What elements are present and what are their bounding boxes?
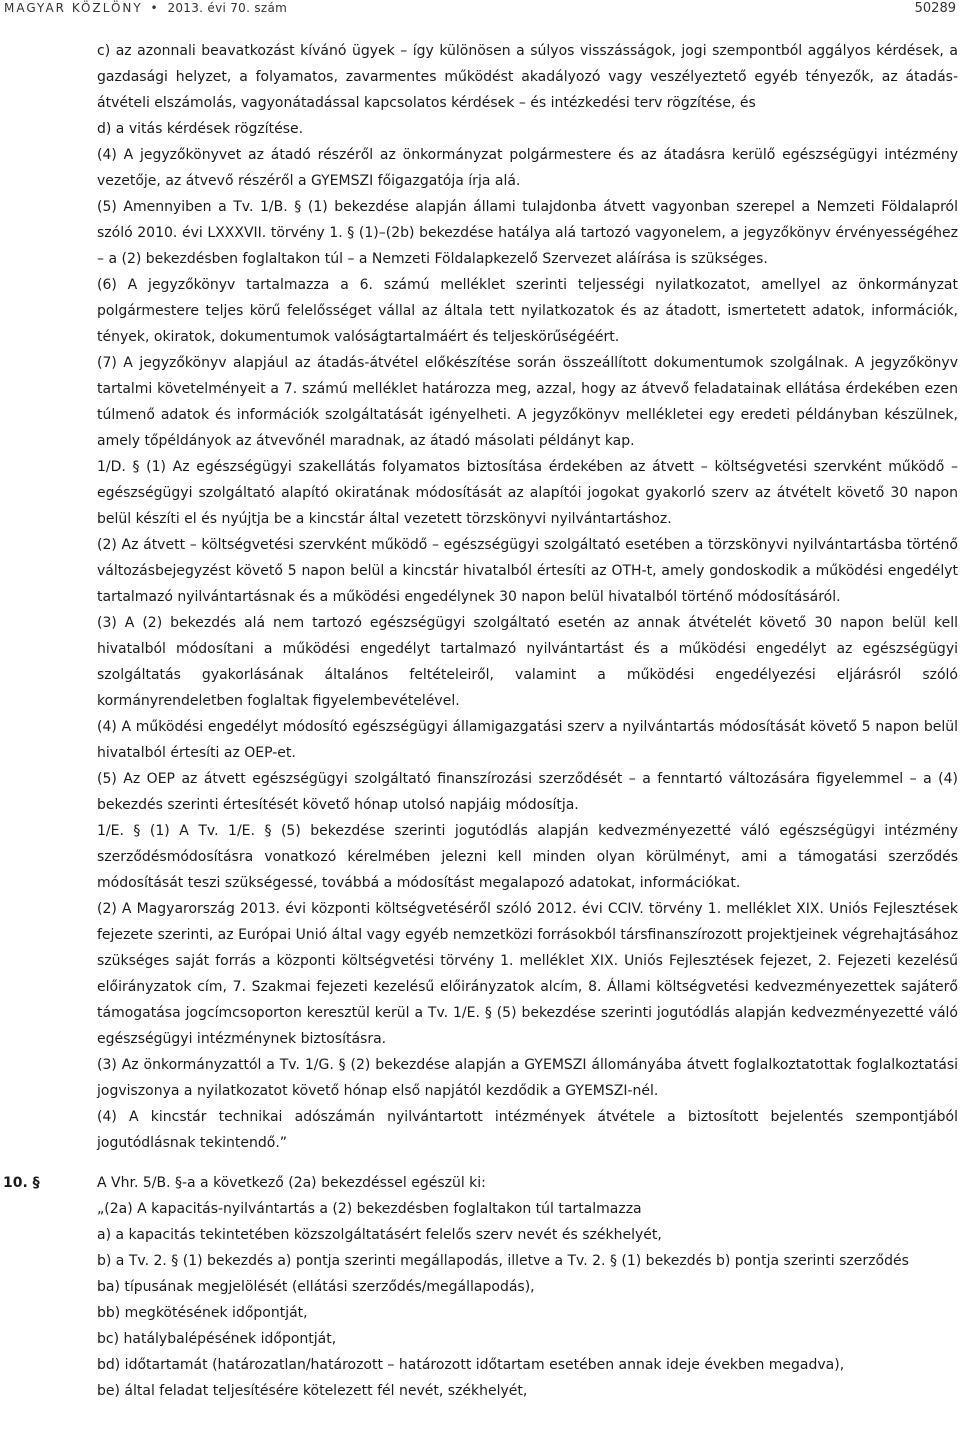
- paragraph: (5) Az OEP az átvett egészségügyi szolgáltató finanszírozási szerződését – a fenntartó változására figyelemmel – a (4) bekezdés szerinti értesítését követő hónap utolsó napjáig módosítja.: [97, 771, 958, 813]
- section-line: bd) időtartamát (határozatlan/határozott – határozott időtartam esetében annak ideje években megadva),: [97, 1357, 845, 1373]
- paragraph: (3) Az önkormányzattól a Tv. 1/G. § (2) bekezdése alapján a GYEMSZI állományába átvett foglalkoztatottak foglalkoztatási jogviszonya a nyilatkozatot követő hónap első napjától kezdődik a GYEMSZI-nél.: [97, 1057, 958, 1099]
- paragraph: (2) A Magyarország 2013. évi központi költségvetéséről szóló 2012. évi CCIV. törvény 1. melléklet XIX. Uniós Fejlesztések fejezete szerinti, az Európai Unió által vagy egyéb nemzetközi forrásokból társfinanszírozott projektjeinek végrehajtásához szükséges saját forrás a központi költségvetési törvény 1. melléklet XIX. Uniós Fejlesztések fejezet, 2. Fejezeti kezelésű előirányzatok cím, 7. Szakmai fejezeti kezelésű előirányzatok alcím, 8. Állami költségvetési kedvezményezettek sajáterő támogatása jogcímcsoporton keresztül kerül a Tv. 1/E. § (5) bekezdése szerinti jogutódlás alapján kedvezményezetté váló egészségügyi intézménynek biztosításra.: [97, 901, 958, 1047]
- page-number: 50289: [914, 1, 956, 16]
- document-body: [3, 38, 958, 1404]
- paragraph: (5) Amennyiben a Tv. 1/B. § (1) bekezdése alapján állami tulajdonba átvett vagyonban szerepel a Nemzeti Földalapról szóló 2010. évi LXXXVII. törvény 1. § (1)–(2b) bekezdése hatálya alá tartozó vagyonelem, a jegyzőkönyv érvényességéhez – a (2) bekezdésben foglaltakon túl – a Nemzeti Földalapkezelő Szervezet aláírása is szükséges.: [97, 199, 958, 267]
- paragraph: (4) A működési engedélyt módosító egészségügyi államigazgatási szerv a nyilvántartás módosítását követő 5 napon belül hivatalból értesíti az OEP-et.: [97, 719, 958, 761]
- section-intro: A Vhr. 5/B. §-a a következő (2a) bekezdéssel egészül ki:: [97, 1175, 486, 1191]
- paragraph: (4) A jegyzőkönyvet az átadó részéről az önkormányzat polgármestere és az átadásra kerülő egészségügyi intézmény vezetője, az átvevő részéről a GYEMSZI főigazgatója írja alá.: [97, 147, 958, 189]
- section-line: b) a Tv. 2. § (1) bekezdés a) pontja szerinti megállapodás, illetve a Tv. 2. § (1) bekezdés b) pontja szerinti szerződés: [97, 1253, 909, 1269]
- page-header: [0, 0, 960, 22]
- section-line: „(2a) A kapacitás-nyilvántartás a (2) bekezdésben foglaltakon túl tartalmazza: [97, 1201, 642, 1217]
- journal-title: MAGYAR KÖZLÖNY: [4, 1, 143, 15]
- section-10: [3, 1170, 958, 1404]
- section-line: bc) hatálybalépésének időpontját,: [97, 1331, 337, 1347]
- section-line: a) a kapacitás tekintetében közszolgáltatásért felelős szerv nevét és székhelyét,: [97, 1227, 662, 1243]
- journal-header: [4, 1, 287, 15]
- paragraph: (6) A jegyzőkönyv tartalmazza a 6. számú melléklet szerinti teljességi nyilatkozatot, amellyel az önkormányzat polgármestere teljes körű felelősséget vállal az általa tett nyilatkozatok és az átadott, ismertetett adatok, információk, tények, okiratok, dokumentumok valóságtartalmáért és teljeskörűségéért.: [97, 277, 958, 345]
- paragraph: (2) Az átvett – költségvetési szervként működő – egészségügyi szolgáltató esetében a törzskönyvi nyilvántartásba történő változásbejegyzést követő 5 napon belül a kincstár hivatalból értesíti az OTH-t, amely gondoskodik a működési engedélyt tartalmazó nyilvántartásnak és a működési engedélynek 30 napon belül hivatalból történő módosításáról.: [97, 537, 958, 605]
- section-line: bb) megkötésének időpontját,: [97, 1305, 308, 1321]
- paragraph: (4) A kincstár technikai adószámán nyilvántartott intézmények átvétele a biztosított bejelentés szempontjából jogutódlásnak tekintendő.”: [97, 1109, 958, 1151]
- paragraph: c) az azonnali beavatkozást kívánó ügyek – így különösen a súlyos visszásságok, jogi szempontból aggályos kérdések, a gazdasági helyzet, a folyamatos, zavarmentes működést akadályozó vagy veszélyeztető egyéb tényezők, az átadás-átvételi elszámolás, vagyonátadással kapcsolatos kérdések – és intézkedési terv rögzítése, és: [97, 43, 958, 111]
- paragraph: (3) A (2) bekezdés alá nem tartozó egészségügyi szolgáltató esetén az annak átvételét követő 30 napon belül kell hivatalból módosítani a működési engedélyt tartalmazó nyilvántartást és a működési engedélyt az egészségügyi szolgáltatás gyakorlásának általános feltételeiről, valamint a működési engedélyezési eljárásról szóló kormányrendeletben foglaltak figyelembevételével.: [97, 615, 958, 709]
- section-number: 10. §: [3, 1175, 40, 1191]
- paragraph: 1/E. § (1) A Tv. 1/E. § (5) bekezdése szerinti jogutódlás alapján kedvezményezetté váló egészségügyi intézmény szerződésmódosításra vonatkozó kérelmében jelezni kell minden olyan körülményt, ami a támogatási szerződés módosítását teszi szükségessé, továbbá a módosítást megalapozó adatokat, információkat.: [97, 823, 958, 891]
- issue-label: 2013. évi 70. szám: [167, 1, 288, 15]
- section-line: ba) típusának megjelölését (ellátási szerződés/megállapodás),: [97, 1279, 535, 1295]
- section-line: be) által feladat teljesítésére kötelezett fél nevét, székhelyét,: [97, 1383, 528, 1399]
- paragraph: d) a vitás kérdések rögzítése.: [97, 121, 304, 137]
- paragraph: 1/D. § (1) Az egészségügyi szakellátás folyamatos biztosítása érdekében az átvett – költségvetési szervként működő – egészségügyi szolgáltató alapító okiratának módosítását az alapítói jogokat gyakorló szerv az átvételt követő 30 napon belül készíti el és nyújtja be a kincstár által vezetett törzskönyvi nyilvántartáshoz.: [97, 459, 958, 527]
- header-separator: •: [150, 1, 158, 15]
- paragraph: (7) A jegyzőkönyv alapjául az átadás-átvétel előkészítése során összeállított dokumentumok szolgálnak. A jegyzőkönyv tartalmi követelményeit a 7. számú melléklet határozza meg, azzal, hogy az átvevő feladatainak ellátása érdekében ezen túlmenő adatok és információk szolgáltatását igényelheti. A jegyzőkönyv mellékletei egy eredeti példányban készülnek, amely tőpéldányok az átvevőnél maradnak, az átadó másolati példányt kap.: [97, 355, 958, 449]
